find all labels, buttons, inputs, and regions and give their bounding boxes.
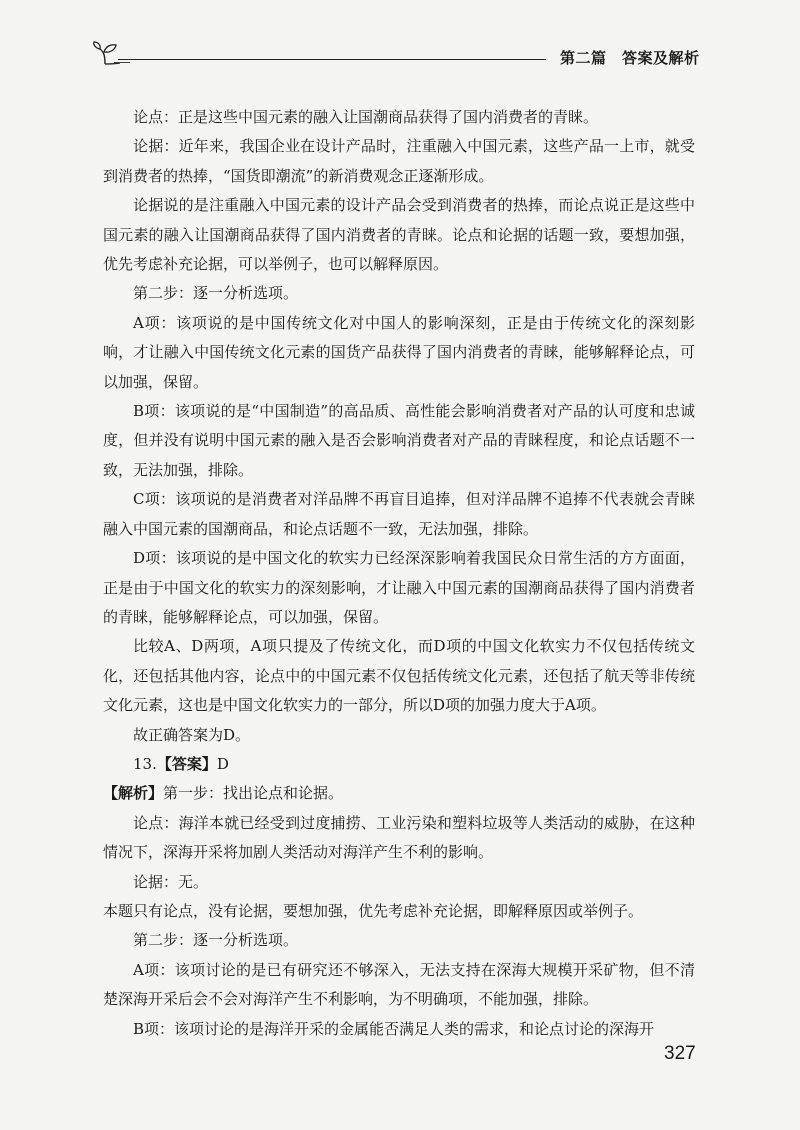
page-number: 327 bbox=[664, 1043, 696, 1064]
paragraph: 论据说的是注重融入中国元素的设计产品会受到消费者的热捧，而论点说正是这些中国元素的融入让国潮商品获得了国内消费者的青睐。论点和论据的话题一致，要想加强，优先考虑补充论据，可以举例子，也可以解释原因。 bbox=[103, 196, 695, 274]
paragraph: A项：该项说的是中国传统文化对中国人的影响深刻，正是由于传统文化的深刻影响，才让融入中国传统文化元素的国货产品获得了国内消费者的青睐，能够解释论点，可以加强，保留。 bbox=[103, 313, 695, 391]
paragraph: B项：该项讨论的是海洋开采的金属能否满足人类的需求，和论点讨论的深海开 bbox=[133, 1019, 655, 1038]
paragraph: A项：该项讨论的是已有研究还不够深入，无法支持在深海大规模开采矿物，但不清楚深海开采后会不会对海洋产生不利影响，为不明确项，不能加强，排除。 bbox=[103, 960, 695, 1009]
question-number: 13. bbox=[133, 754, 157, 773]
page-body bbox=[103, 103, 695, 1044]
chapter-title: 第二篇 答案及解析 bbox=[560, 49, 700, 67]
answer-tag: 【答案】 bbox=[156, 754, 217, 773]
paragraph: 论据：近年来，我国企业在设计产品时，注重融入中国元素，这些产品一上市，就受到消费者的热捧，“国货即潮流”的新消费观念正逐渐形成。 bbox=[103, 137, 695, 185]
paragraph: 第二步：逐一分析选项。 bbox=[133, 284, 299, 303]
header-rule bbox=[118, 59, 546, 60]
analysis-line bbox=[103, 779, 695, 808]
paragraph: 第二步：逐一分析选项。 bbox=[133, 931, 299, 950]
header-rule-short bbox=[114, 62, 130, 63]
paragraph: 比较A、D两项，A项只提及了传统文化，而D项的中国文化软实力不仅包括传统文化，还包括其他内容，论点中的中国元素不仅包括传统文化元素，还包括了航天等非传统文化元素，这也是中国文化软实力的一部分，所以D项的加强力度大于A项。 bbox=[103, 637, 695, 715]
answer-value: D bbox=[216, 754, 229, 773]
running-header bbox=[92, 38, 700, 78]
paragraph: 论点：海洋本就已经受到过度捕捞、工业污染和塑料垃圾等人类活动的威胁，在这种情况下，深海开采将加剧人类活动对海洋产生不利的影响。 bbox=[103, 813, 695, 862]
analysis-first-step: 第一步：找出论点和论据。 bbox=[163, 784, 344, 803]
paragraph: 论点：正是这些中国元素的融入让国潮商品获得了国内消费者的青睐。 bbox=[133, 108, 599, 126]
paragraph: 本题只有论点，没有论据，要想加强，优先考虑补充论据，即解释原因或举例子。 bbox=[103, 901, 644, 920]
paragraph: D项：该项说的是中国文化的软实力已经深深影响着我国民众日常生活的方方面面，正是由于中国文化的软实力的深刻影响，才让融入中国元素的国潮商品获得了国内消费者的青睐，能够解释论点，可以加强，保留。 bbox=[103, 549, 695, 626]
paragraph: 故正确答案为D。 bbox=[133, 725, 251, 744]
analysis-tag: 【解析】 bbox=[103, 784, 164, 803]
paragraph: C项：该项说的是消费者对洋品牌不再盲目追捧，但对洋品牌不追捧不代表就会青睐融入中国元素的国潮商品，和论点话题不一致，无法加强，排除。 bbox=[103, 490, 695, 538]
paragraph: 论据：无。 bbox=[133, 872, 209, 891]
answer-line bbox=[103, 750, 695, 779]
paragraph: B项：该项说的是“中国制造”的高品质、高性能会影响消费者对产品的认可度和忠诚度，但并没有说明中国元素的融入是否会影响消费者对产品的青睐程度，和论点话题不一致，无法加强，排除。 bbox=[103, 402, 695, 479]
